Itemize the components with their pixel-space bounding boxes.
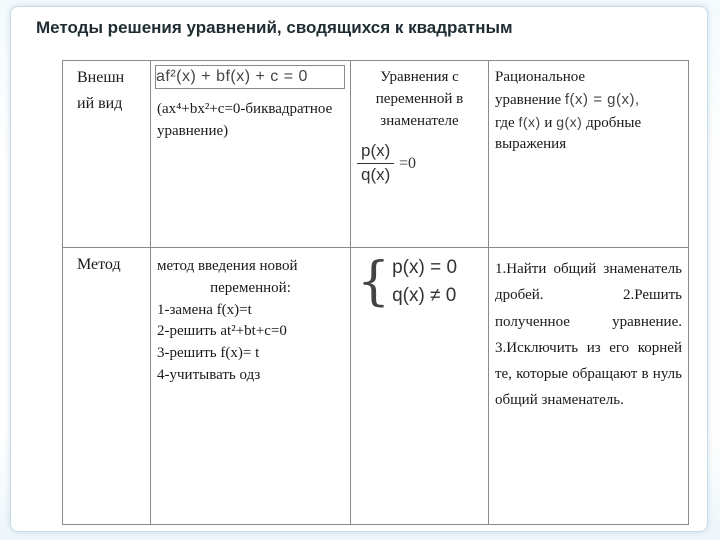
system-line-1: p(x) = 0 [392, 257, 458, 278]
rational-line1: Рациональное [495, 69, 586, 85]
methods-table [62, 60, 689, 525]
fraction-equals-zero: =0 [399, 155, 417, 173]
row-header-line2: ий вид [77, 94, 123, 112]
table-row-appearance [63, 61, 689, 248]
system-of-conditions [357, 254, 488, 310]
rational-line2: уравнение [495, 91, 562, 108]
cell-appearance-fraction [351, 61, 489, 248]
fraction-numerator: p(x) [357, 140, 394, 164]
method-step-3: 3-решить f(x)= t [157, 345, 260, 361]
formula-box [155, 65, 345, 93]
quadratic-in-f-formula: af²(x) + bf(x) + c = 0 [156, 66, 345, 89]
system-line-2: q(x) ≠ 0 [392, 285, 457, 306]
fraction-equation-label: Уравнения с переменной в знаменателе [375, 69, 464, 129]
g-symbol: g(x) [556, 113, 583, 130]
row-header-line1: Внешн [77, 69, 125, 86]
curly-brace-icon: { [357, 252, 391, 312]
cell-appearance-rational [489, 61, 689, 248]
f-symbol: f(x) [518, 113, 541, 130]
rational-method-steps: 1.Найти общий знаменатель дробей. 2.Решить полученное уравнение. 3.Исключить из его корней те, которые обращают в нуль общий знаменатель. [495, 261, 682, 409]
rational-formula: f(x) = g(x), [564, 90, 640, 108]
row-header-method: Метод [63, 248, 151, 525]
where-word: где [495, 114, 515, 131]
method-step-4: 4-учитывать одз [157, 366, 261, 383]
row-header-appearance [63, 61, 151, 248]
cell-method-substitution [151, 248, 351, 525]
cell-method-fraction [351, 248, 489, 525]
table-row-method [63, 248, 689, 525]
and-word: и [544, 114, 553, 131]
fraction-denominator: q(x) [361, 165, 391, 185]
method-line-1: метод введения новой [157, 258, 298, 274]
method-step-1: 1-замена f(x)=t [157, 301, 252, 318]
cell-appearance-substitution [151, 61, 351, 248]
fractional-expressions: дробные выражения [495, 114, 642, 153]
fraction-formula [357, 140, 488, 187]
method-step-2: 2-решить at²+bt+c=0 [157, 323, 287, 340]
biquadratic-note: (ax⁴+bx²+c=0-биквадратное уравнение) [157, 101, 333, 139]
method-line-2: переменной: [210, 279, 291, 296]
cell-method-rational [489, 248, 689, 525]
slide-title: Методы решения уравнений, сводящихся к квадратным [36, 18, 513, 37]
